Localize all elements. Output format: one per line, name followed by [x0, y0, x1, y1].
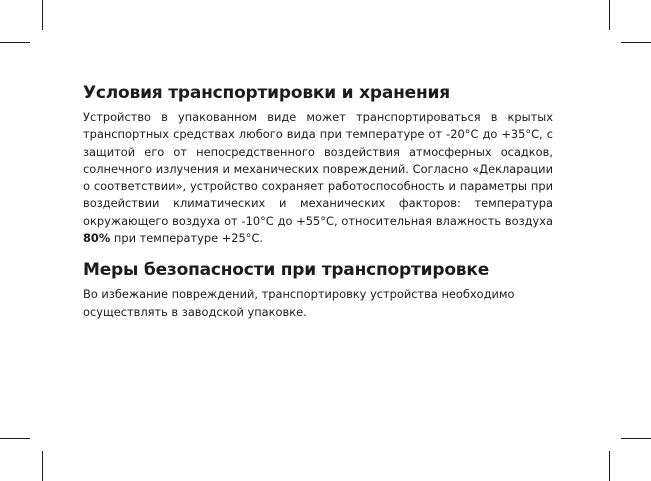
crop-mark-top-right: [609, 0, 610, 30]
crop-mark-left-top: [0, 42, 30, 43]
transport-storage-text-end: при температуре +25°C.: [110, 231, 264, 246]
transport-storage-heading: Условия транспортировки и хранения: [83, 83, 450, 103]
document-content: [83, 82, 553, 321]
crop-mark-right-top: [621, 42, 651, 43]
transport-storage-text: Устройство в упакованном виде может транспортироваться в крытых транспортных средствах любого вида при температуре от -20°C до +35°C, с защитой его от непосредственного воздействия атмосферных осадков, солнечного излучения и механических повреждений. Согласно «Декларации о соответствии», устройство сохраняет работоспособность и параметры при воздействии климатических и механических факторов: температура окружающего воздуха от -10°C до +55°C, относительная влажность воздуха: [83, 110, 553, 228]
crop-mark-bottom-right: [609, 451, 610, 481]
safety-heading: Меры безопасности при транспортировке: [83, 260, 490, 281]
crop-mark-bottom-left: [42, 451, 43, 481]
crop-mark-top-left: [42, 0, 43, 30]
humidity-value: 80%: [83, 231, 111, 246]
crop-mark-right-bottom: [621, 438, 651, 439]
crop-mark-left-bottom: [0, 438, 30, 439]
transport-storage-paragraph: [83, 109, 553, 247]
safety-paragraph: Во избежание повреждений, транспортировку устройства необходимо осуществлять в заводской упаковке.: [83, 287, 515, 319]
